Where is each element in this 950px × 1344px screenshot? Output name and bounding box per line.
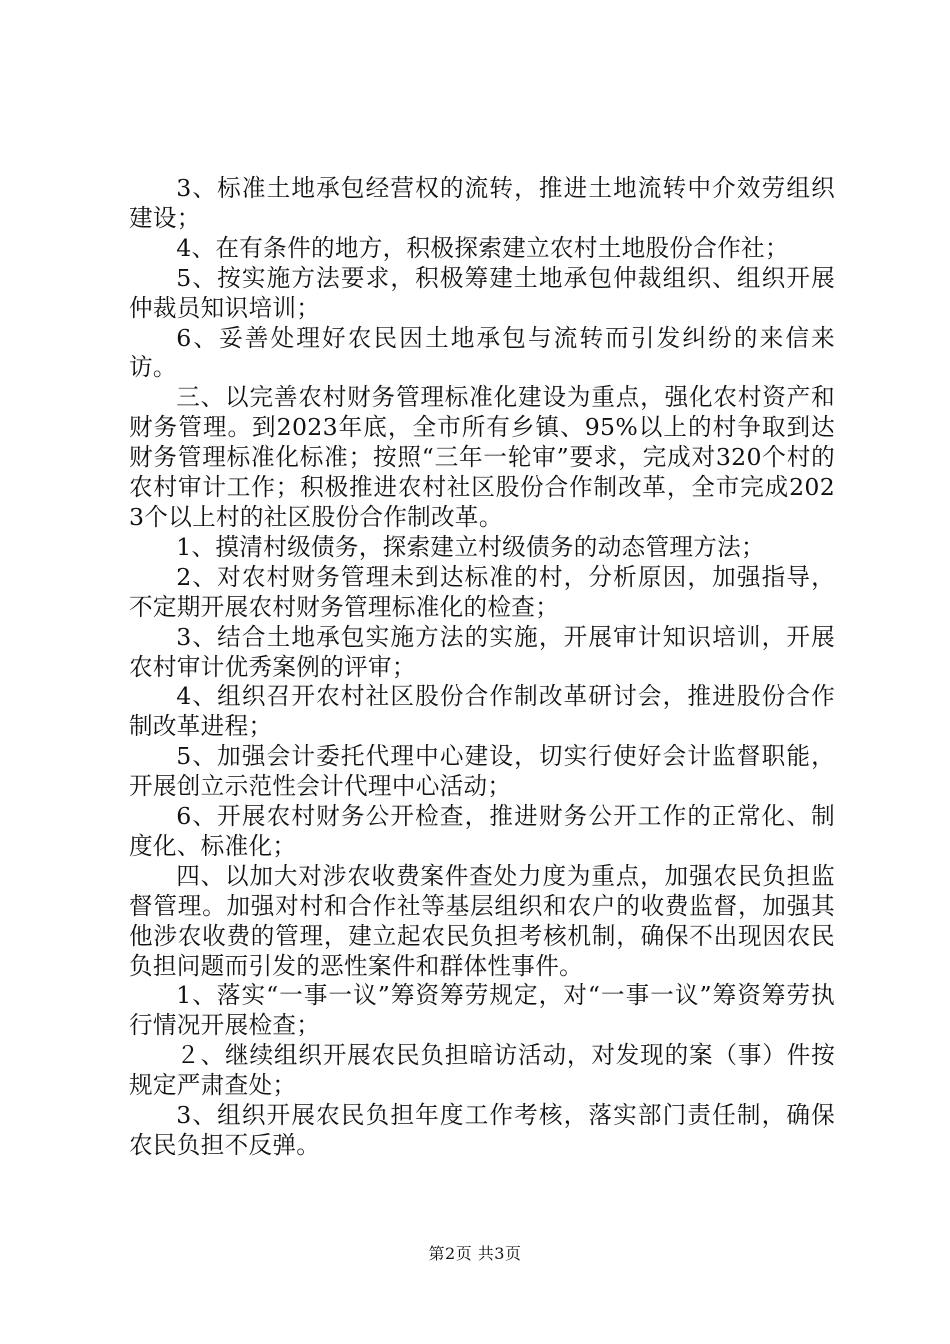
document-body (129, 174, 835, 1161)
page-footer (0, 1244, 950, 1264)
paragraph: 1、摸清村级债务，探索建立村级债务的动态管理方法； (176, 532, 765, 561)
paragraph: 6、开展农村财务公开检查，推进财务公开工作的正常化、制度化、标准化； (129, 802, 835, 860)
paragraph: 2、对农村财务管理未到达标准的村，分析原因，加强指导，不定期开展农村财务管理标准化的检查； (129, 562, 835, 621)
paragraph: 4、组织召开农村社区股份合作制改革研讨会，推进股份合作制改革进程； (129, 682, 835, 741)
paragraph: 1、落实“一事一议”筹资筹劳规定，对“一事一议”筹资筹劳执行情况开展检查； (129, 981, 835, 1040)
page-number-label: 第2页 共3页 (428, 1244, 522, 1263)
paragraph: 5、按实施方法要求，积极筹建土地承包仲裁组织、组织开展仲裁员知识培训； (129, 263, 835, 322)
paragraph: 3、标准土地承包经营权的流转，推进土地流转中介效劳组织建设； (129, 174, 835, 232)
paragraph: 6、妥善处理好农民因土地承包与流转而引发纠纷的来信来访。 (129, 323, 835, 382)
paragraph: ２、继续组织开展农民负担暗访活动，对发现的案（事）件按规定严肃查处； (129, 1041, 835, 1100)
paragraph: 四、以加大对涉农收费案件查处力度为重点，加强农民负担监督管理。加强对村和合作社等基层组织和农户的收费监督，加强其他涉农收费的管理，建立起农民负担考核机制，确保不出现因农民负担问题而引发的恶性案件和群体性事件。 (129, 861, 835, 980)
paragraph: 5、加强会计委托代理中心建设，切实行使好会计监督职能，开展创立示范性会计代理中心活动； (129, 742, 835, 801)
paragraph: 4、在有条件的地方，积极探索建立农村土地股份合作社； (176, 233, 789, 262)
paragraph: 三、以完善农村财务管理标准化建设为重点，强化农村资产和财务管理。到2023年底，全市所有乡镇、95%以上的村争取到达财务管理标准化标准；按照“三年一轮审”要求，完成对320个村的农村审计工作；积极推进农村社区股份合作制改革，全市完成2023个以上村的社区股份合作制改革。 (129, 383, 835, 531)
paragraph: 3、结合土地承包实施方法的实施，开展审计知识培训，开展农村审计优秀案例的评审； (129, 622, 835, 681)
paragraph: 3、组织开展农民负担年度工作考核，落实部门责任制，确保农民负担不反弹。 (129, 1101, 835, 1159)
